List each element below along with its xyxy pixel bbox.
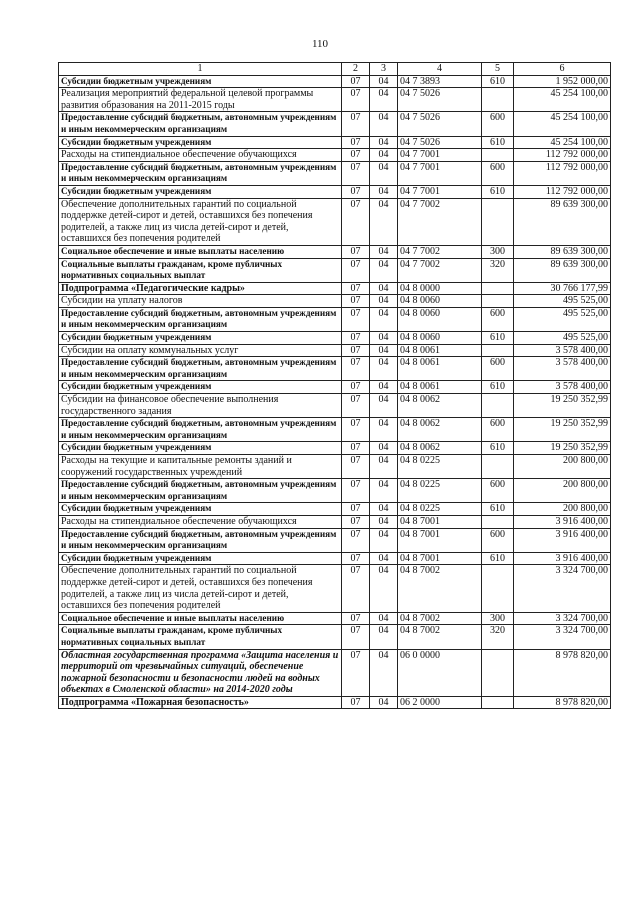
row-expense-type: 610: [482, 503, 514, 516]
row-name: Субсидии бюджетным учреждениям: [59, 552, 342, 565]
row-expense-type: 610: [482, 185, 514, 198]
row-section: 07: [342, 357, 370, 381]
table-row: [59, 612, 611, 625]
header-section: 2: [342, 63, 370, 76]
row-amount: 495 525,00: [514, 307, 611, 331]
row-amount: 8 978 820,00: [514, 696, 611, 709]
row-name: Субсидии на уплату налогов: [59, 295, 342, 308]
row-section: 07: [342, 442, 370, 455]
row-expense-type: 610: [482, 442, 514, 455]
row-amount: 200 800,00: [514, 479, 611, 503]
row-target-article: 04 8 0060: [398, 307, 482, 331]
row-subsection: 04: [370, 295, 398, 308]
row-subsection: 04: [370, 357, 398, 381]
row-name: Субсидии бюджетным учреждениям: [59, 332, 342, 345]
row-amount: 8 978 820,00: [514, 649, 611, 696]
row-target-article: 04 7 3893: [398, 75, 482, 88]
row-expense-type: [482, 149, 514, 162]
row-section: 07: [342, 245, 370, 258]
row-target-article: 04 8 0061: [398, 344, 482, 357]
row-target-article: 04 7 7001: [398, 161, 482, 185]
table-row: [59, 479, 611, 503]
row-subsection: 04: [370, 565, 398, 612]
row-name: Предоставление субсидий бюджетным, автономным учреждениям и иным некоммерческим организациям: [59, 112, 342, 136]
table-row: [59, 185, 611, 198]
row-target-article: 04 7 7002: [398, 258, 482, 282]
row-name: Областная государственная программа «Защита населения и территорий от чрезвычайных ситуаций, обеспечение пожарной безопасности и безопасности людей на водных объектах в Смоленской области» на 2014-2020 годы: [59, 649, 342, 696]
row-section: 07: [342, 418, 370, 442]
row-name: Обеспечение дополнительных гарантий по социальной поддержке детей-сирот и детей, оставшихся без попечения родителей, а также лиц из числа детей-сирот и детей, оставшихся без попечения родителей: [59, 565, 342, 612]
row-name: Субсидии бюджетным учреждениям: [59, 381, 342, 394]
row-name: Субсидии на оплату коммунальных услуг: [59, 344, 342, 357]
row-subsection: 04: [370, 245, 398, 258]
row-section: 07: [342, 295, 370, 308]
table-row: [59, 442, 611, 455]
row-target-article: 04 7 7002: [398, 198, 482, 245]
row-expense-type: 600: [482, 112, 514, 136]
row-section: 07: [342, 503, 370, 516]
row-expense-type: 610: [482, 136, 514, 149]
row-amount: 19 250 352,99: [514, 394, 611, 418]
row-amount: 3 916 400,00: [514, 528, 611, 552]
row-expense-type: 600: [482, 479, 514, 503]
row-target-article: 04 7 7002: [398, 245, 482, 258]
row-section: 07: [342, 649, 370, 696]
row-subsection: 04: [370, 88, 398, 112]
row-name: Социальное обеспечение и иные выплаты населению: [59, 245, 342, 258]
row-subsection: 04: [370, 696, 398, 709]
row-name: Субсидии бюджетным учреждениям: [59, 75, 342, 88]
row-subsection: 04: [370, 161, 398, 185]
row-name: Предоставление субсидий бюджетным, автономным учреждениям и иным некоммерческим организациям: [59, 161, 342, 185]
row-expense-type: 610: [482, 332, 514, 345]
row-subsection: 04: [370, 442, 398, 455]
row-expense-type: [482, 565, 514, 612]
row-name: Подпрограмма «Пожарная безопасность»: [59, 696, 342, 709]
row-subsection: 04: [370, 258, 398, 282]
row-target-article: 04 8 0225: [398, 503, 482, 516]
page-number: 110: [311, 38, 329, 50]
row-expense-type: 610: [482, 75, 514, 88]
row-section: 07: [342, 198, 370, 245]
table-row: [59, 394, 611, 418]
row-section: 07: [342, 136, 370, 149]
row-subsection: 04: [370, 185, 398, 198]
row-section: 07: [342, 161, 370, 185]
table-row: [59, 503, 611, 516]
row-target-article: 06 2 0000: [398, 696, 482, 709]
table-row: [59, 625, 611, 649]
row-expense-type: [482, 282, 514, 295]
row-subsection: 04: [370, 479, 398, 503]
row-section: 07: [342, 258, 370, 282]
header-expense-type: 5: [482, 63, 514, 76]
row-expense-type: 300: [482, 245, 514, 258]
row-section: 07: [342, 479, 370, 503]
table-row: [59, 295, 611, 308]
row-expense-type: 320: [482, 625, 514, 649]
row-amount: 89 639 300,00: [514, 198, 611, 245]
row-subsection: 04: [370, 418, 398, 442]
table-row: [59, 307, 611, 331]
row-amount: 3 324 700,00: [514, 612, 611, 625]
row-target-article: 04 8 7002: [398, 612, 482, 625]
row-target-article: 04 8 7001: [398, 515, 482, 528]
row-section: 07: [342, 565, 370, 612]
row-section: 07: [342, 149, 370, 162]
row-amount: 3 578 400,00: [514, 344, 611, 357]
row-subsection: 04: [370, 455, 398, 479]
row-subsection: 04: [370, 112, 398, 136]
row-target-article: 04 8 0062: [398, 442, 482, 455]
row-expense-type: 600: [482, 307, 514, 331]
row-amount: 45 254 100,00: [514, 136, 611, 149]
row-target-article: 04 7 5026: [398, 88, 482, 112]
row-subsection: 04: [370, 612, 398, 625]
row-section: 07: [342, 455, 370, 479]
row-target-article: 04 8 0062: [398, 418, 482, 442]
row-amount: 19 250 352,99: [514, 418, 611, 442]
row-expense-type: [482, 696, 514, 709]
row-amount: 89 639 300,00: [514, 245, 611, 258]
row-section: 07: [342, 612, 370, 625]
table-row: [59, 136, 611, 149]
row-section: 07: [342, 552, 370, 565]
row-name: Предоставление субсидий бюджетным, автономным учреждениям и иным некоммерческим организациям: [59, 479, 342, 503]
row-subsection: 04: [370, 649, 398, 696]
row-target-article: 04 8 0000: [398, 282, 482, 295]
row-expense-type: [482, 515, 514, 528]
row-expense-type: 600: [482, 161, 514, 185]
row-expense-type: 610: [482, 552, 514, 565]
row-expense-type: [482, 455, 514, 479]
table-row: [59, 344, 611, 357]
row-subsection: 04: [370, 307, 398, 331]
row-target-article: 04 8 0061: [398, 381, 482, 394]
row-target-article: 04 8 0225: [398, 455, 482, 479]
row-amount: 200 800,00: [514, 503, 611, 516]
row-amount: 112 792 000,00: [514, 149, 611, 162]
table-row: [59, 696, 611, 709]
row-target-article: 04 8 7001: [398, 528, 482, 552]
row-name: Расходы на текущие и капитальные ремонты зданий и сооружений государственных учреждений: [59, 455, 342, 479]
row-subsection: 04: [370, 136, 398, 149]
row-name: Предоставление субсидий бюджетным, автономным учреждениям и иным некоммерческим организациям: [59, 418, 342, 442]
row-expense-type: [482, 344, 514, 357]
row-amount: 200 800,00: [514, 455, 611, 479]
table-row: [59, 357, 611, 381]
row-section: 07: [342, 112, 370, 136]
table-row: [59, 258, 611, 282]
row-amount: 495 525,00: [514, 295, 611, 308]
row-amount: 19 250 352,99: [514, 442, 611, 455]
table-row: [59, 515, 611, 528]
row-amount: 3 578 400,00: [514, 381, 611, 394]
row-expense-type: [482, 295, 514, 308]
row-subsection: 04: [370, 528, 398, 552]
row-section: 07: [342, 625, 370, 649]
table-row: [59, 418, 611, 442]
row-subsection: 04: [370, 552, 398, 565]
row-expense-type: 600: [482, 528, 514, 552]
row-target-article: 04 8 0062: [398, 394, 482, 418]
row-target-article: 04 8 0225: [398, 479, 482, 503]
row-section: 07: [342, 282, 370, 295]
table-row: [59, 332, 611, 345]
row-amount: 112 792 000,00: [514, 185, 611, 198]
table-row: [59, 528, 611, 552]
row-section: 07: [342, 394, 370, 418]
row-target-article: 04 8 7002: [398, 565, 482, 612]
row-expense-type: 600: [482, 357, 514, 381]
row-amount: 30 766 177,99: [514, 282, 611, 295]
row-target-article: 06 0 0000: [398, 649, 482, 696]
row-subsection: 04: [370, 625, 398, 649]
table-row: [59, 149, 611, 162]
row-name: Предоставление субсидий бюджетным, автономным учреждениям и иным некоммерческим организациям: [59, 357, 342, 381]
row-name: Социальное обеспечение и иные выплаты населению: [59, 612, 342, 625]
header-name: 1: [59, 63, 342, 76]
row-amount: 45 254 100,00: [514, 88, 611, 112]
row-expense-type: [482, 198, 514, 245]
row-expense-type: [482, 88, 514, 112]
row-target-article: 04 8 0061: [398, 357, 482, 381]
row-expense-type: 610: [482, 381, 514, 394]
row-name: Субсидии на финансовое обеспечение выполнения государственного задания: [59, 394, 342, 418]
row-amount: 3 916 400,00: [514, 552, 611, 565]
row-name: Расходы на стипендиальное обеспечение обучающихся: [59, 149, 342, 162]
row-name: Субсидии бюджетным учреждениям: [59, 136, 342, 149]
row-amount: 3 578 400,00: [514, 357, 611, 381]
row-section: 07: [342, 332, 370, 345]
row-target-article: 04 7 7001: [398, 185, 482, 198]
row-subsection: 04: [370, 394, 398, 418]
table-row: [59, 245, 611, 258]
row-subsection: 04: [370, 503, 398, 516]
row-section: 07: [342, 696, 370, 709]
header-amount: 6: [514, 63, 611, 76]
table-row: [59, 565, 611, 612]
row-section: 07: [342, 381, 370, 394]
row-subsection: 04: [370, 198, 398, 245]
row-expense-type: 320: [482, 258, 514, 282]
row-name: Предоставление субсидий бюджетным, автономным учреждениям и иным некоммерческим организациям: [59, 528, 342, 552]
row-expense-type: [482, 649, 514, 696]
table-row: [59, 552, 611, 565]
row-name: Субсидии бюджетным учреждениям: [59, 442, 342, 455]
header-target-article: 4: [398, 63, 482, 76]
row-subsection: 04: [370, 515, 398, 528]
row-target-article: 04 7 5026: [398, 136, 482, 149]
header-row: [59, 63, 611, 76]
table-row: [59, 282, 611, 295]
row-section: 07: [342, 75, 370, 88]
row-name: Предоставление субсидий бюджетным, автономным учреждениям и иным некоммерческим организациям: [59, 307, 342, 331]
row-subsection: 04: [370, 332, 398, 345]
row-subsection: 04: [370, 344, 398, 357]
table-row: [59, 75, 611, 88]
row-amount: 3 324 700,00: [514, 565, 611, 612]
row-amount: 45 254 100,00: [514, 112, 611, 136]
row-expense-type: 600: [482, 418, 514, 442]
row-expense-type: [482, 394, 514, 418]
budget-table: [58, 62, 611, 709]
row-target-article: 04 7 7001: [398, 149, 482, 162]
row-amount: 3 324 700,00: [514, 625, 611, 649]
table-row: [59, 381, 611, 394]
row-name: Расходы на стипендиальное обеспечение обучающихся: [59, 515, 342, 528]
row-subsection: 04: [370, 381, 398, 394]
row-name: Реализация мероприятий федеральной целевой программы развития образования на 2011-2015 годы: [59, 88, 342, 112]
row-name: Социальные выплаты гражданам, кроме публичных нормативных социальных выплат: [59, 625, 342, 649]
row-name: Социальные выплаты гражданам, кроме публичных нормативных социальных выплат: [59, 258, 342, 282]
row-amount: 3 916 400,00: [514, 515, 611, 528]
row-amount: 112 792 000,00: [514, 161, 611, 185]
row-target-article: 04 8 7002: [398, 625, 482, 649]
row-expense-type: 300: [482, 612, 514, 625]
row-amount: 495 525,00: [514, 332, 611, 345]
row-name: Подпрограмма «Педагогические кадры»: [59, 282, 342, 295]
table-row: [59, 455, 611, 479]
row-subsection: 04: [370, 75, 398, 88]
row-subsection: 04: [370, 282, 398, 295]
table-row: [59, 649, 611, 696]
row-section: 07: [342, 88, 370, 112]
row-section: 07: [342, 528, 370, 552]
row-target-article: 04 8 7001: [398, 552, 482, 565]
row-target-article: 04 7 5026: [398, 112, 482, 136]
header-subsection: 3: [370, 63, 398, 76]
table-row: [59, 88, 611, 112]
row-target-article: 04 8 0060: [398, 295, 482, 308]
row-subsection: 04: [370, 149, 398, 162]
table-row: [59, 198, 611, 245]
row-amount: 89 639 300,00: [514, 258, 611, 282]
table-row: [59, 161, 611, 185]
row-section: 07: [342, 344, 370, 357]
row-section: 07: [342, 515, 370, 528]
row-section: 07: [342, 307, 370, 331]
row-name: Субсидии бюджетным учреждениям: [59, 503, 342, 516]
table-row: [59, 112, 611, 136]
row-section: 07: [342, 185, 370, 198]
row-amount: 1 952 000,00: [514, 75, 611, 88]
row-name: Субсидии бюджетным учреждениям: [59, 185, 342, 198]
row-name: Обеспечение дополнительных гарантий по социальной поддержке детей-сирот и детей, оставшихся без попечения родителей, а также лиц из числа детей-сирот и детей, оставшихся без попечения родителей: [59, 198, 342, 245]
row-target-article: 04 8 0060: [398, 332, 482, 345]
